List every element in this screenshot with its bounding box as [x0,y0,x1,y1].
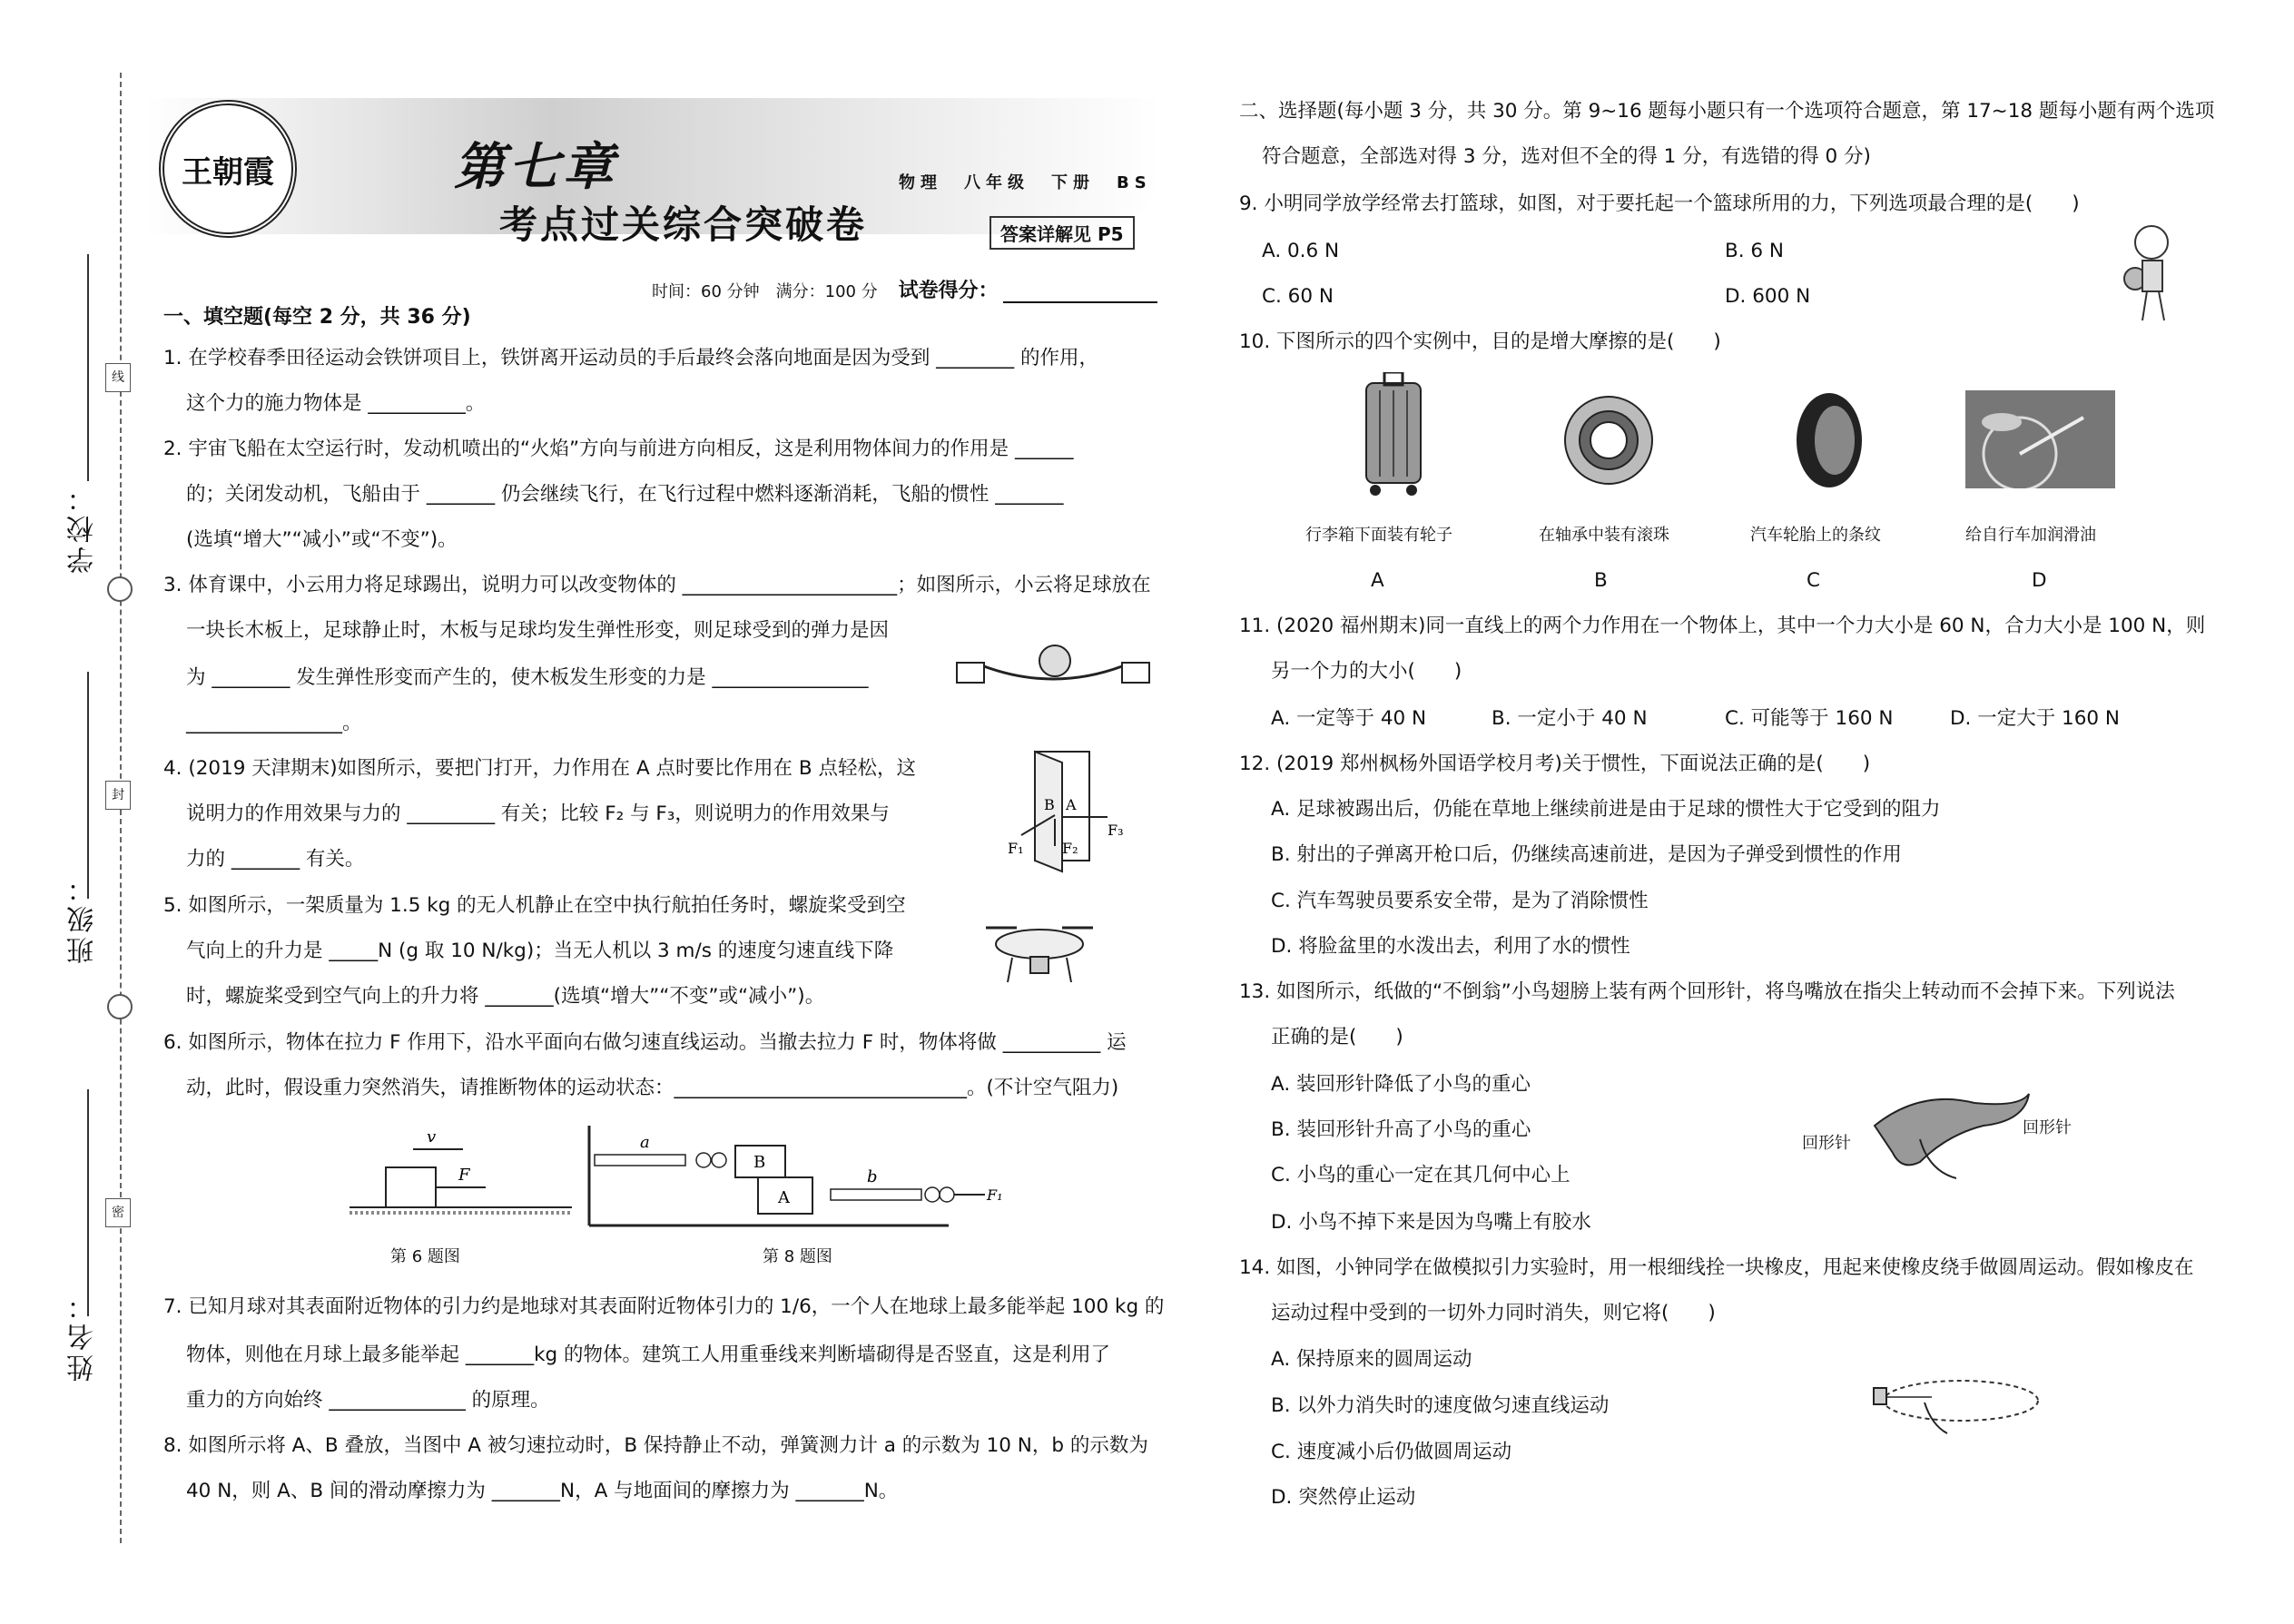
q14-stem-line2: 运动过程中受到的一切外力同时消失，则它将( ) [1271,1302,1716,1324]
q10-letter-d: D [2032,569,2047,592]
question-line: 1. 在学校春季田径运动会铁饼项目上，铁饼离开运动员的手后最终会落向地面是因为受到 ________ 的作用， [163,347,1099,369]
name-label: 姓名： [67,1289,99,1382]
class-underline [87,672,89,899]
q14-option-c: C. 速度减小后仍做圆周运动 [1271,1441,1512,1463]
q9-basketball-boy-figure [2115,222,2188,327]
fig6-block-figure [350,1117,576,1225]
f3-label: F₃ [1108,822,1124,839]
question-line: 5. 如图所示，一架质量为 1.5 kg 的无人机静止在空中执行航拍任务时，螺旋桨受到空 [163,894,906,917]
question-line: 重力的方向始终 ______________ 的原理。 [186,1389,550,1412]
fig8-spring-figure [586,1126,1003,1230]
score-blank [1003,283,1157,303]
section-title-fill: 一、填空题(每空 2 分，共 36 分) [163,306,471,329]
fig8-caption: 第 8 题图 [763,1247,832,1266]
question-line: 动，此时，假设重力突然消失，请推断物体的运动状态：______________________________。(不计空气阻力) [186,1077,1119,1099]
q11-stem-line2: 另一个力的大小( ) [1271,660,1462,683]
q12-option-a: A. 足球被踢出后，仍能在草地上继续前进是由于足球的惯性大于它受到的阻力 [1271,798,1941,821]
question-line: 气向上的升力是 _____N (g 取 10 N/kg)；当无人机以 3 m/s 的速度匀速直线下降 [186,940,894,962]
question-line: (选填“增大”“减小”或“不变”)。 [186,528,458,551]
q9-option-b: B. 6 N [1725,240,1785,262]
time-score: 时间：60 分钟 满分：100 分 [652,282,878,301]
question-line: 时，螺旋桨受到空气向上的升力将 _______(选填“增大”“不变”或“减小”)。 [186,985,825,1008]
paper-subtitle: 考点过关综合突破卷 [499,202,868,247]
q10-letter-b: B [1594,569,1608,592]
q12-option-c: C. 汽车驾驶员要系安全带，是为了消除惯性 [1271,890,1649,912]
seal-mark-mi: 密 [105,1198,131,1227]
q13-stem-line1: 13. 如图所示，纸做的“不倒翁”小鸟翅膀上装有两个回形针，将鸟嘴放在指尖上转动而不会掉下来。下列说法 [1239,980,2175,1003]
q14-option-b: B. 以外力消失时的速度做匀速直线运动 [1271,1394,1610,1417]
q13-option-b: B. 装回形针升高了小鸟的重心 [1271,1118,1531,1141]
question-line: 这个力的施力物体是 __________。 [186,392,486,415]
question-line: 6. 如图所示，物体在拉力 F 作用下，沿水平面向右做匀速直线运动。当撤去拉力 F 时，物体将做 __________ 运 [163,1031,1127,1054]
q11-option-d: D. 一定大于 160 N [1950,707,2121,730]
block-b-label: B [753,1153,766,1172]
class-label: 班级： [67,871,99,964]
q14-circular-motion-figure [1861,1375,2043,1439]
q10-bicycle-oil-image [1965,390,2115,488]
question-line: 说明力的作用效果与力的 _________ 有关；比较 F₂ 与 F₃，则说明力的作用效果与 [186,802,890,825]
block-a-label: A [778,1188,790,1207]
q10-caption-b: 在轴承中装有滚珠 [1539,526,1669,545]
question-line: 7. 已知月球对其表面附近物体的引力约是地球对其表面附近物体引力的 1/6，一个人在地球上最多能举起 100 kg 的 [163,1295,1165,1318]
q10-caption-c: 汽车轮胎上的条纹 [1750,526,1881,545]
f1-label: F₁ [1008,840,1024,857]
seal-mark-feng: 封 [105,781,131,810]
q9-option-c: C. 60 N [1262,285,1334,308]
seal-mark-xian: 线 [105,363,131,392]
q3-ball-board-figure [953,635,1153,708]
q11-option-c: C. 可能等于 160 N [1725,707,1894,730]
q10-letter-a: A [1371,569,1384,592]
q12-option-b: B. 射出的子弹离开枪口后，仍继续高速前进，是因为子弹受到惯性的作用 [1271,843,1902,866]
q14-stem-line1: 14. 如图，小钟同学在做模拟引力实验时，用一根细线拴一块橡皮，甩起来使橡皮绕手做圆周运动。假如橡皮在 [1239,1256,2194,1279]
section2-title-line1: 二、选择题(每小题 3 分，共 30 分。第 9~16 题每小题只有一个选项符合题意，第 17~18 题每小题有两个选项 [1239,100,2215,123]
q11-option-b: B. 一定小于 40 N [1492,707,1648,730]
subject-tags: 物理 八年级 下册 BS [899,173,1152,192]
question-line: 的；关闭发动机，飞船由于 _______ 仍会继续飞行，在飞行过程中燃料逐渐消耗，飞船的惯性 _______ [186,483,1064,506]
logo-text: 王朝霞 [182,153,274,191]
chapter-title: 第七章 [454,138,617,197]
question-line: 2. 宇宙飞船在太空运行时，发动机喷出的“火焰”方向与前进方向相反，这是利用物体间力的作用是 ______ [163,438,1074,460]
question-line: 3. 体育课中，小云用力将足球踢出，说明力可以改变物体的 ______________________；如图所示，小云将足球放在 [163,574,1151,596]
spring-a-label: a [640,1133,650,1152]
question-line: 力的 _______ 有关。 [186,848,365,871]
school-underline [87,254,89,481]
question-line: 4. (2019 天津期末)如图所示，要把门打开，力作用在 A 点时要比作用在 B 点轻松，这 [163,757,916,780]
q10-stem: 10. 下图所示的四个实例中，目的是增大摩擦的是( ) [1239,330,1721,353]
q11-option-a: A. 一定等于 40 N [1271,707,1427,730]
point-a-label: A [1066,796,1077,813]
question-line: 8. 如图所示将 A、B 叠放，当图中 A 被匀速拉动时，B 保持静止不动，弹簧测力计 a 的示数为 10 N，b 的示数为 [163,1434,1148,1457]
binding-hole-icon [107,994,133,1019]
force-label: F [458,1166,470,1185]
q14-option-a: A. 保持原来的圆周运动 [1271,1348,1472,1371]
q10-caption-a: 行李箱下面装有轮子 [1305,526,1452,545]
q9-stem: 9. 小明同学放学经常去打篮球，如图，对于要托起一个篮球所用的力，下列选项最合理的是( ) [1239,192,2080,215]
q13-option-d: D. 小鸟不掉下来是因为鸟嘴上有胶水 [1271,1211,1591,1234]
question-line: ________________。 [186,712,362,734]
question-line: 40 N，则 A、B 间的滑动摩擦力为 _______N，A 与地面间的摩擦力为 _______N。 [186,1480,899,1502]
q9-option-a: A. 0.6 N [1262,240,1340,262]
q10-tire-image [1793,390,1866,490]
spring-b-label: b [867,1167,878,1186]
q13-bird-figure [1866,1071,2038,1180]
q11-stem-line1: 11. (2020 福州期末)同一直线上的两个力作用在一个物体上，其中一个力大小是 60 N，合力大小是 100 N，则 [1239,615,2206,637]
q10-letter-c: C [1807,569,1821,592]
q13-option-a: A. 装回形针降低了小鸟的重心 [1271,1073,1531,1096]
answer-reference: 答案详解见 P5 [989,216,1135,250]
q13-label-right: 回形针 [2023,1118,2072,1137]
publisher-logo [159,100,297,238]
q13-stem-line2: 正确的是( ) [1271,1026,1403,1048]
score-label: 试卷得分： [898,280,999,302]
q13-option-c: C. 小鸟的重心一定在其几何中心上 [1271,1164,1570,1186]
q12-stem: 12. (2019 郑州枫杨外国语学校月考)关于惯性，下面说法正确的是( ) [1239,753,1871,775]
section2-title-line2: 符合题意，全部选对得 3 分，选对但不全的得 1 分，有选错的得 0 分) [1262,145,1871,168]
q10-bearing-image [1563,395,1654,486]
point-b-label: B [1044,796,1055,813]
question-line: 物体，则他在月球上最多能举起 _______kg 的物体。建筑工人用重垂线来判断墙砌得是否竖直，这是利用了 [186,1343,1111,1366]
q13-label-left: 回形针 [1802,1134,1851,1153]
q10-caption-d: 给自行车加润滑油 [1965,526,2096,545]
q4-door-figure [971,744,1135,881]
velocity-label: v [427,1127,437,1147]
school-label: 学校： [67,481,99,574]
exam-meta [652,275,1157,303]
q14-option-d: D. 突然停止运动 [1271,1486,1416,1509]
q9-option-d: D. 600 N [1725,285,1811,308]
q12-option-d: D. 将脸盆里的水泼出去，利用了水的惯性 [1271,935,1630,958]
f2-label: F₂ [1062,840,1078,857]
q10-suitcase-image [1357,372,1430,499]
binding-hole-icon [107,576,133,602]
q5-drone-figure [980,908,1098,989]
f1-pull-label: F₁ [987,1186,1003,1204]
name-underline [87,1089,89,1316]
fig6-caption: 第 6 题图 [390,1247,460,1266]
question-line: 为 ________ 发生弹性形变而产生的，使木板发生形变的力是 ________________ [186,666,869,689]
question-line: 一块长木板上，足球静止时，木板与足球均发生弹性形变，则足球受到的弹力是因 [186,619,890,642]
